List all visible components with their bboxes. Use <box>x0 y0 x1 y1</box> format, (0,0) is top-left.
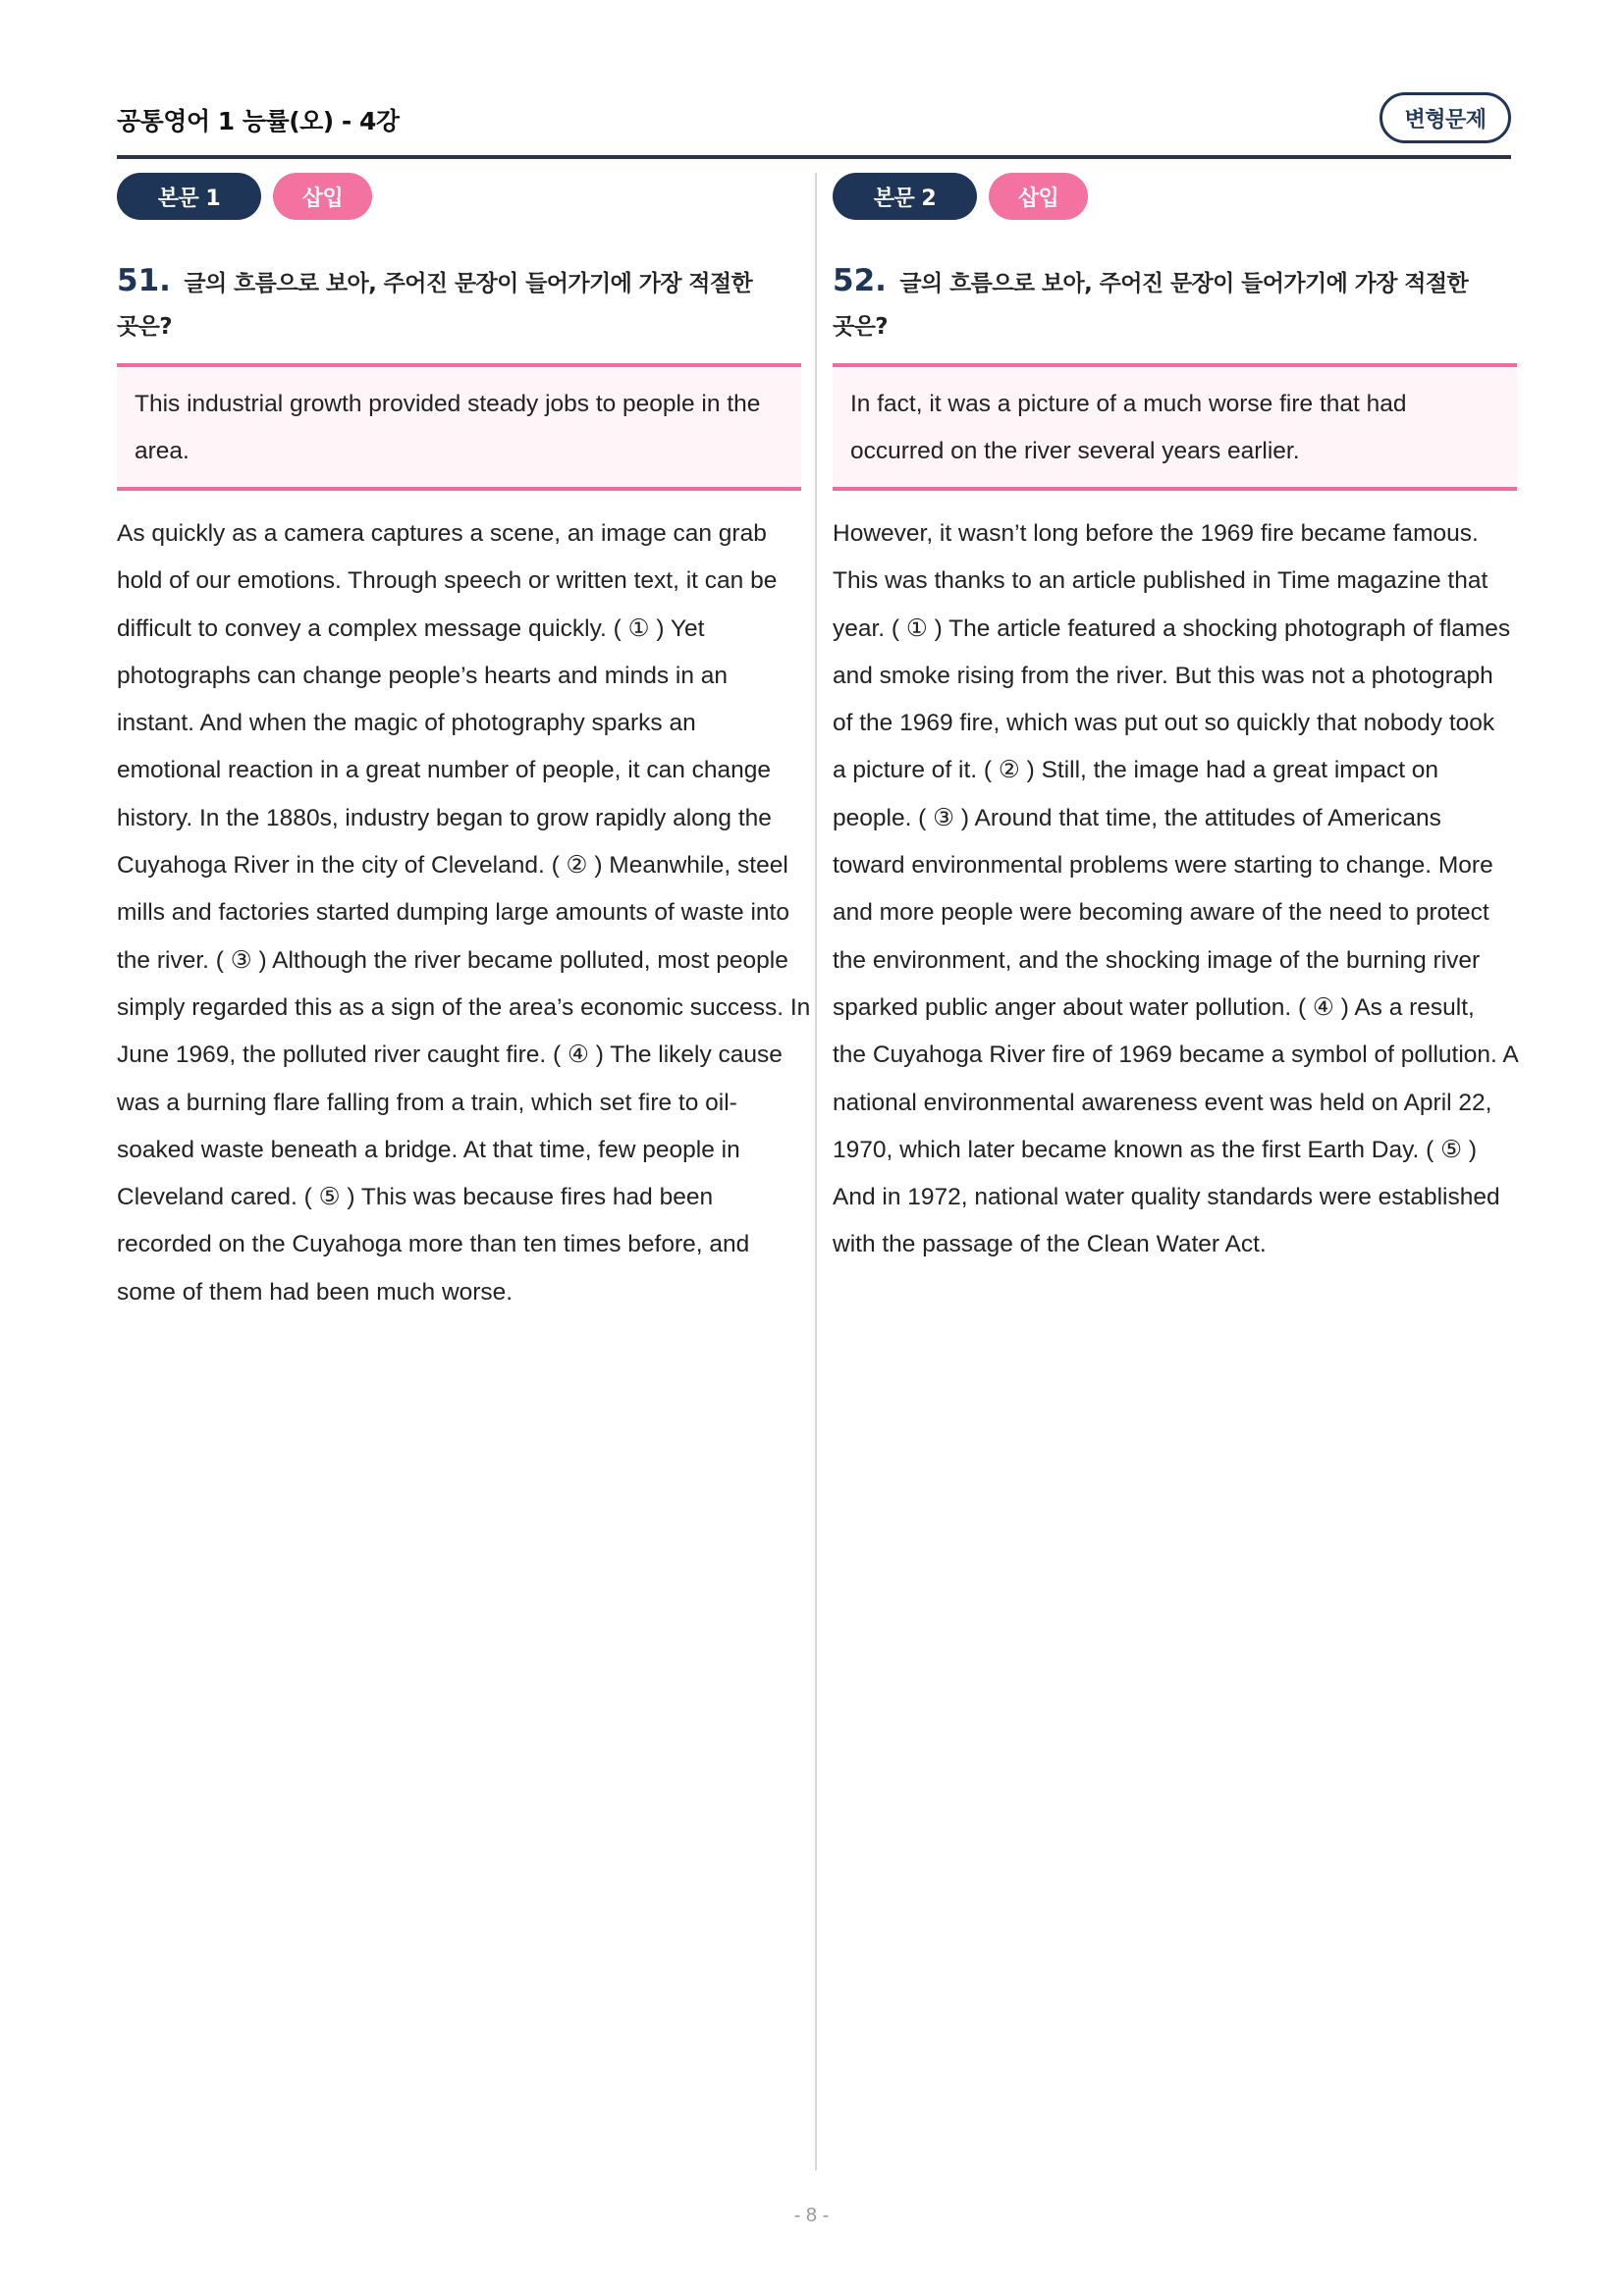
given-sentence-line-1: In fact, it was a picture of a much worse fire that had <box>850 391 1407 417</box>
passage-line: instant. And when the magic of photography sparks an <box>117 710 696 737</box>
given-sentence-line-2: occurred on the river several years earlier. <box>850 438 1300 464</box>
header-divider <box>117 155 1511 159</box>
document-title: 공통영어 1 능률(오) - 4강 <box>117 107 400 135</box>
given-sentence-line-2: area. <box>135 438 189 464</box>
passage-line: sparked public anger about water pollution. ( ④ ) As a result, <box>833 993 1475 1021</box>
question-prompt <box>117 259 801 348</box>
prompt-line-1: 글의 흐름으로 보아, 주어진 문장이 들어가기에 가장 적절한 <box>899 271 1469 296</box>
question-number: 52. <box>833 263 887 298</box>
passage-line: people. ( ③ ) Around that time, the attitudes of Americans <box>833 804 1441 831</box>
type-tag: 삽입 <box>989 173 1088 220</box>
passage-line: toward environmental problems were starting to change. More <box>833 852 1493 880</box>
passage-line: was a burning flare falling from a train, which set fire to oil- <box>117 1089 737 1116</box>
passage-line: recorded on the Cuyahoga more than ten times before, and <box>117 1231 750 1258</box>
question-tags <box>117 173 801 222</box>
passage-line: photographs can change people’s hearts and minds in an <box>117 662 729 689</box>
passage-tag: 본문 1 <box>117 173 261 220</box>
passage-line: some of them had been much worse. <box>117 1278 514 1306</box>
passage-line: history. In the 1880s, industry began to grow rapidly along the <box>117 804 772 831</box>
passage-line: 1970, which later became known as the first Earth Day. ( ⑤ ) <box>833 1136 1478 1163</box>
prompt-line-2: 곳은? <box>117 314 172 340</box>
passage-line: year. ( ① ) The article featured a shocking photograph of flames <box>833 614 1511 642</box>
given-sentence-box <box>833 363 1517 491</box>
column-divider <box>815 173 817 2170</box>
passage-line: the river. ( ③ ) Although the river became polluted, most people <box>117 946 788 974</box>
passage-line: the environment, and the shocking image of the burning river <box>833 946 1481 974</box>
passage-tag: 본문 2 <box>833 173 977 220</box>
passage-line: and more people were becoming aware of the need to protect <box>833 899 1489 927</box>
given-sentence-box <box>117 363 801 491</box>
passage-line: June 1969, the polluted river caught fire. ( ④ ) The likely cause <box>117 1041 783 1069</box>
prompt-line-1: 글의 흐름으로 보아, 주어진 문장이 들어가기에 가장 적절한 <box>184 271 753 296</box>
type-tag: 삽입 <box>273 173 372 220</box>
question-number: 51. <box>117 263 171 298</box>
passage-line: of the 1969 fire, which was put out so quickly that nobody took <box>833 710 1495 737</box>
page-number: - 8 - <box>793 2205 830 2226</box>
prompt-line-2: 곳은? <box>833 314 888 340</box>
question-prompt <box>833 259 1517 348</box>
passage-line: hold of our emotions. Through speech or written text, it can be <box>117 567 778 595</box>
question-tags <box>833 173 1517 222</box>
passage-line: As quickly as a camera captures a scene, an image can grab <box>117 520 767 547</box>
given-sentence-line-1: This industrial growth provided steady jobs to people in the <box>135 391 761 417</box>
question-type-badge: 변형문제 <box>1380 92 1511 143</box>
passage-line: a picture of it. ( ② ) Still, the image had a great impact on <box>833 757 1439 784</box>
passage-line: emotional reaction in a great number of people, it can change <box>117 757 772 784</box>
passage-line: soaked waste beneath a bridge. At that time, few people in <box>117 1136 740 1163</box>
passage-line: This was thanks to an article published in Time magazine that <box>833 567 1488 595</box>
question-51 <box>117 173 811 1316</box>
passage-line: national environmental awareness event was held on April 22, <box>833 1089 1492 1116</box>
passage-line: and smoke rising from the river. But this was not a photograph <box>833 662 1493 689</box>
passage-line: the Cuyahoga River fire of 1969 became a symbol of pollution. A <box>833 1041 1519 1069</box>
passage-text <box>117 510 811 1316</box>
passage-line: with the passage of the Clean Water Act. <box>833 1231 1267 1258</box>
passage-line: Cleveland cared. ( ⑤ ) This was because fires had been <box>117 1184 714 1211</box>
passage-line: Cuyahoga River in the city of Cleveland. ( ② ) Meanwhile, steel <box>117 852 788 880</box>
question-52 <box>833 173 1517 1269</box>
passage-line: However, it wasn’t long before the 1969 fire became famous. <box>833 520 1479 547</box>
passage-line: difficult to convey a complex message quickly. ( ① ) Yet <box>117 614 705 642</box>
passage-line: simply regarded this as a sign of the area’s economic success. In <box>117 993 811 1021</box>
passage-text <box>833 510 1517 1269</box>
passage-line: mills and factories started dumping large amounts of waste into <box>117 899 789 927</box>
passage-line: And in 1972, national water quality standards were established <box>833 1184 1500 1211</box>
